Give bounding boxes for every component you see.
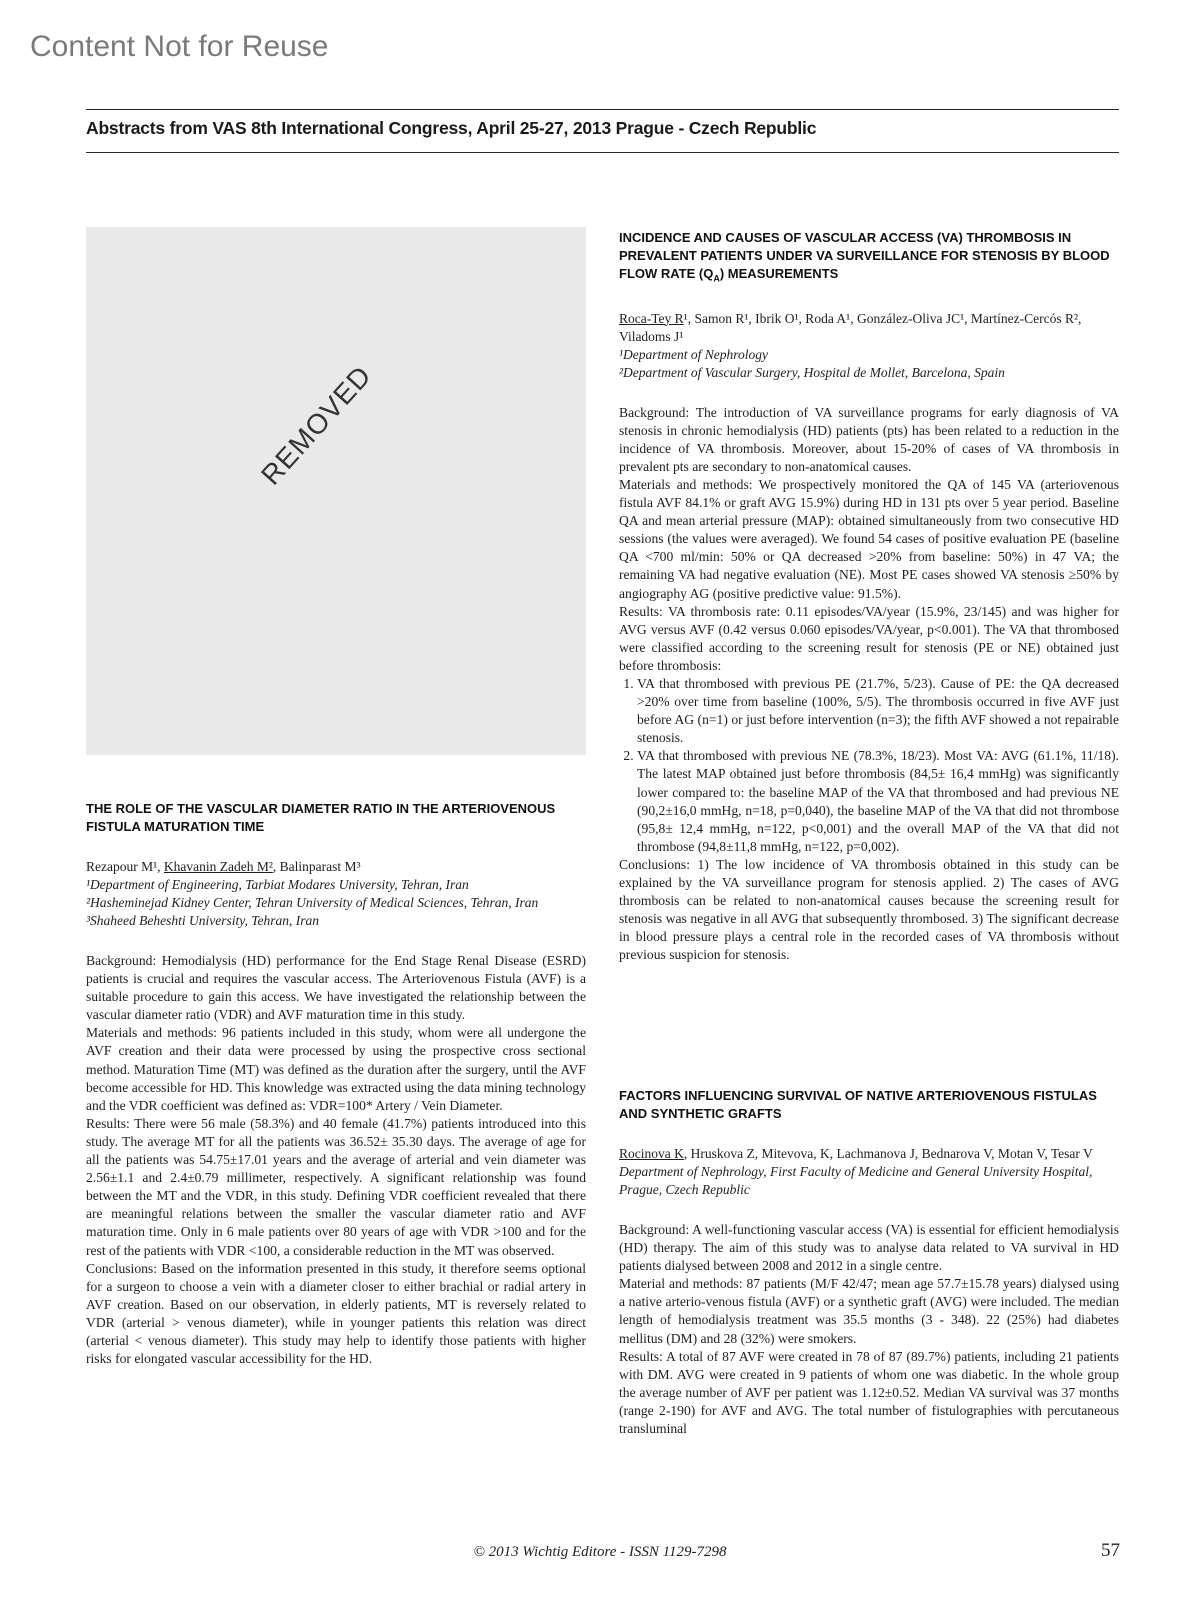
authors: ¹, Samon R¹, Ibrik O¹, Roda A¹, González-Oliva JC¹, Martínez-Cercós R², Viladoms J¹ — [619, 310, 1082, 344]
removed-image-placeholder — [86, 227, 586, 755]
top-rule — [86, 109, 1119, 110]
conclusions-paragraph: Conclusions: Based on the information presented in this study, it therefore seems optional for a surgeon to choose a vein with a diameter closer to either brachial or radial artery in AVF creation. Based on our observation, in elderly patients, MT is reversely related to VDR (arterial > venous diameter), while in younger patients this relation was direct (arterial < venous diameter). This study may help to identify those patients with higher risks for elongated vascular accessibility for the HD. — [86, 1260, 586, 1367]
page-number: 57 — [1101, 1540, 1120, 1561]
list-item: 1. VA that thrombosed with previous PE (21.7%, 5/23). Cause of PE: the QA decreased >20% over time from baseline (100%, 5/5). The thrombosis occurred in five AVF just before AG (n=1) or just before intervention (n=3); the fifth AVF showed a not repairable stenosis. — [637, 675, 1119, 747]
watermark-text: Content Not for Reuse — [30, 30, 329, 63]
author-list — [619, 310, 1119, 346]
affiliation: ²Hasheminejad Kidney Center, Tehran University of Medical Sciences, Tehran, Iran — [86, 895, 539, 910]
author: , Balinparast M³ — [272, 859, 361, 874]
abstract-body — [619, 1221, 1119, 1438]
title-subscript: A — [713, 273, 720, 284]
copyright-footer: © 2013 Wichtig Editore - ISSN 1129-7298 — [473, 1544, 727, 1560]
running-head: Abstracts from VAS 8th International Congress, April 25-27, 2013 Prague - Czech Republic — [86, 118, 817, 138]
abstract-title: THE ROLE OF THE VASCULAR DIAMETER RATIO IN THE ARTERIOVENOUS FISTULA MATURATION TIME — [86, 801, 556, 834]
title-text: INCIDENCE AND CAUSES OF VASCULAR ACCESS (VA) THROMBOSIS IN PREVALENT PATIENTS UNDER VA SURVEILLANCE FOR STENOSIS BY BLOOD FLOW RATE (Q — [619, 230, 1110, 281]
abstract-body — [86, 952, 586, 1368]
list-item: 2. VA that thrombosed with previous NE (78.3%, 18/23). Most VA: AVG (61.1%, 11/18). The latest MAP obtained just before thrombosis (84,5± 16,4 mmHg) was significantly lower compared to: the baseline MAP of the VA that thrombosed and had previous NE (90,2±16,0 mmHg, n=18, p=0,040), the baseline MAP of the VA that did not thrombose (95,8± 12,4 mmHg, n=122, p<0,001) and the overall MAP of the VA that did not thrombose (94,8±11,8 mmHg, n=122, p=0,002). — [637, 747, 1119, 856]
right-abstract-1 — [619, 229, 1119, 965]
affiliation: Department of Nephrology, First Faculty of Medicine and General University Hospital, Prague, Czech Republic — [619, 1164, 1093, 1197]
author: Rezapour M¹, — [86, 859, 164, 874]
presenting-author: Khavanin Zadeh M² — [163, 859, 273, 874]
right-abstract-2 — [619, 1087, 1119, 1438]
results-paragraph: Results: There were 56 male (58.3%) and 40 female (41.7%) patients introduced into this study. The average MT for all the patients was 36.52± 35.30 days. The average of age for all the patients was 54.75±17.01 years and the average of arterial and vein diameter was 2.56±1.1 and 2.4±0.79 millimeter, respectively. A significant relationship was found between the MT and the VDR, in this study. Defining VDR coefficient revealed that there are meaningful relations between the smaller the vascular diameter ratio and AVF maturation time. Only in 6 male patients over 80 years of age with VDR >100 and for the rest of the patients with VDR <100, a considerable reduction in the MT was observed. — [86, 1115, 586, 1258]
affiliation: ³Shaheed Beheshti University, Tehran, Iran — [86, 913, 320, 928]
presenting-author: Rocinova K — [619, 1146, 684, 1161]
results-paragraph: Results: A total of 87 AVF were created in 78 of 87 (89.7%) patients, including 21 patients with DM. AVG were created in 9 patients of whom one was diabetic. In the whole group the average number of AVF per patient was 1.12±0.52. Median VA survival was 37 months (range 2-190) for AVF and AVG. The total number of fistulographies with percutaneous transluminal — [619, 1348, 1119, 1437]
authors: , Hruskova Z, Mitevova, K, Lachmanova J, Bednarova V, Motan V, Tesar V — [683, 1146, 1093, 1161]
results-paragraph: Results: VA thrombosis rate: 0.11 episodes/VA/year (15.9%, 23/145) and was higher for AVG versus AVF (0.42 versus 0.060 episodes/VA/year, p<0.001). The VA that thrombosed were classified according to the screening result for stenosis (PE or NE) obtained just before thrombosis: — [619, 603, 1119, 673]
title-text: ) MEASUREMENTS — [719, 266, 839, 281]
presenting-author: Roca-Tey R — [619, 310, 684, 326]
background-paragraph: Background: The introduction of VA surveillance programs for early diagnosis of VA stenosis in chronic hemodialysis (HD) patients (pts) has been related to a reduction in the incidence of VA thrombosis. Moreover, about 15-20% of cases of VA thrombosis in prevalent pts are secondary to non-anatomical causes. — [619, 404, 1119, 474]
abstract-title: FACTORS INFLUENCING SURVIVAL OF NATIVE ARTERIOVENOUS FISTULAS AND SYNTHETIC GRAFTS — [619, 1088, 1097, 1121]
background-paragraph: Background: Hemodialysis (HD) performance for the End Stage Renal Disease (ESRD) patients is crucial and requires the vascular access. The Arteriovenous Fistula (AVF) is a suitable procedure to gain this access. We have investigated the relationship between the vascular diameter ratio (VDR) and AVF maturation time in this study. — [86, 953, 586, 1023]
affiliation: ²Department of Vascular Surgery, Hospital de Mollet, Barcelona, Spain — [619, 364, 1005, 380]
author-list — [619, 1145, 1119, 1163]
results-list — [619, 675, 1119, 856]
methods-paragraph: Material and methods: 87 patients (M/F 42/47; mean age 57.7±15.78 years) dialysed using a native arterio-venous fistula (AVF) or a synthetic graft (AVG) were included. The median length of hemodialysis treatment was 35.5 months (3 - 348). 22 (25%) had diabetes mellitus (DM) and 28 (32%) were smokers. — [619, 1276, 1119, 1346]
bottom-rule — [86, 152, 1119, 153]
abstract-title — [619, 229, 1119, 288]
affiliation: ¹Department of Nephrology — [619, 346, 769, 362]
author-list — [86, 858, 586, 876]
methods-paragraph: Materials and methods: We prospectively monitored the QA of 145 VA (arteriovenous fistula AVF 84.1% or graft AVG 15.9%) during HD in 131 pts over 5 year period. Baseline QA and mean arterial pressure (MAP): obtained simultaneously from two consecutive HD sessions (the values were averaged). We found 54 cases of positive evaluation PE (baseline QA <700 ml/min: 50% or QA decreased >20% from baseline: 50%) in 47 VA; the remaining VA had negative evaluation (NE). Most PE cases showed VA stenosis ≥50% by angiography AG (positive predictive value: 91.5%). — [619, 476, 1119, 601]
left-abstract — [86, 800, 586, 1368]
removed-label: REMOVED — [255, 359, 378, 491]
methods-paragraph: Materials and methods: 96 patients included in this study, whom were all undergone the AVF creation and their data were processed by using the prospective cross sectional method. Maturation Time (MT) was defined as the duration after the surgery, until the AVF become accessible for HD. This knowledge was extracted using the data mining technology and the VDR coefficient was defined as: VDR=100* Artery / Vein Diameter. — [86, 1025, 586, 1113]
background-paragraph: Background: A well-functioning vascular access (VA) is essential for efficient hemodialysis (HD) therapy. The aim of this study was to analyse data related to VA survival in HD patients dialysed between 2008 and 2012 in a single centre. — [619, 1222, 1119, 1274]
abstract-body — [619, 404, 1119, 965]
conclusions-paragraph: Conclusions: 1) The low incidence of VA thrombosis obtained in this study can be explained by the VA surveillance program for stenosis applied. 2) The cases of AVG thrombosis can be related to non-anatomical causes because the screening result for stenosis was negative in all AVG that subsequently thrombosed. 3) The significant decrease in blood pressure plays a central role in the recorded cases of VA thrombosis without previous suspicion for stenosis. — [619, 856, 1119, 963]
affiliation: ¹Department of Engineering, Tarbiat Modares University, Tehran, Iran — [86, 877, 469, 892]
